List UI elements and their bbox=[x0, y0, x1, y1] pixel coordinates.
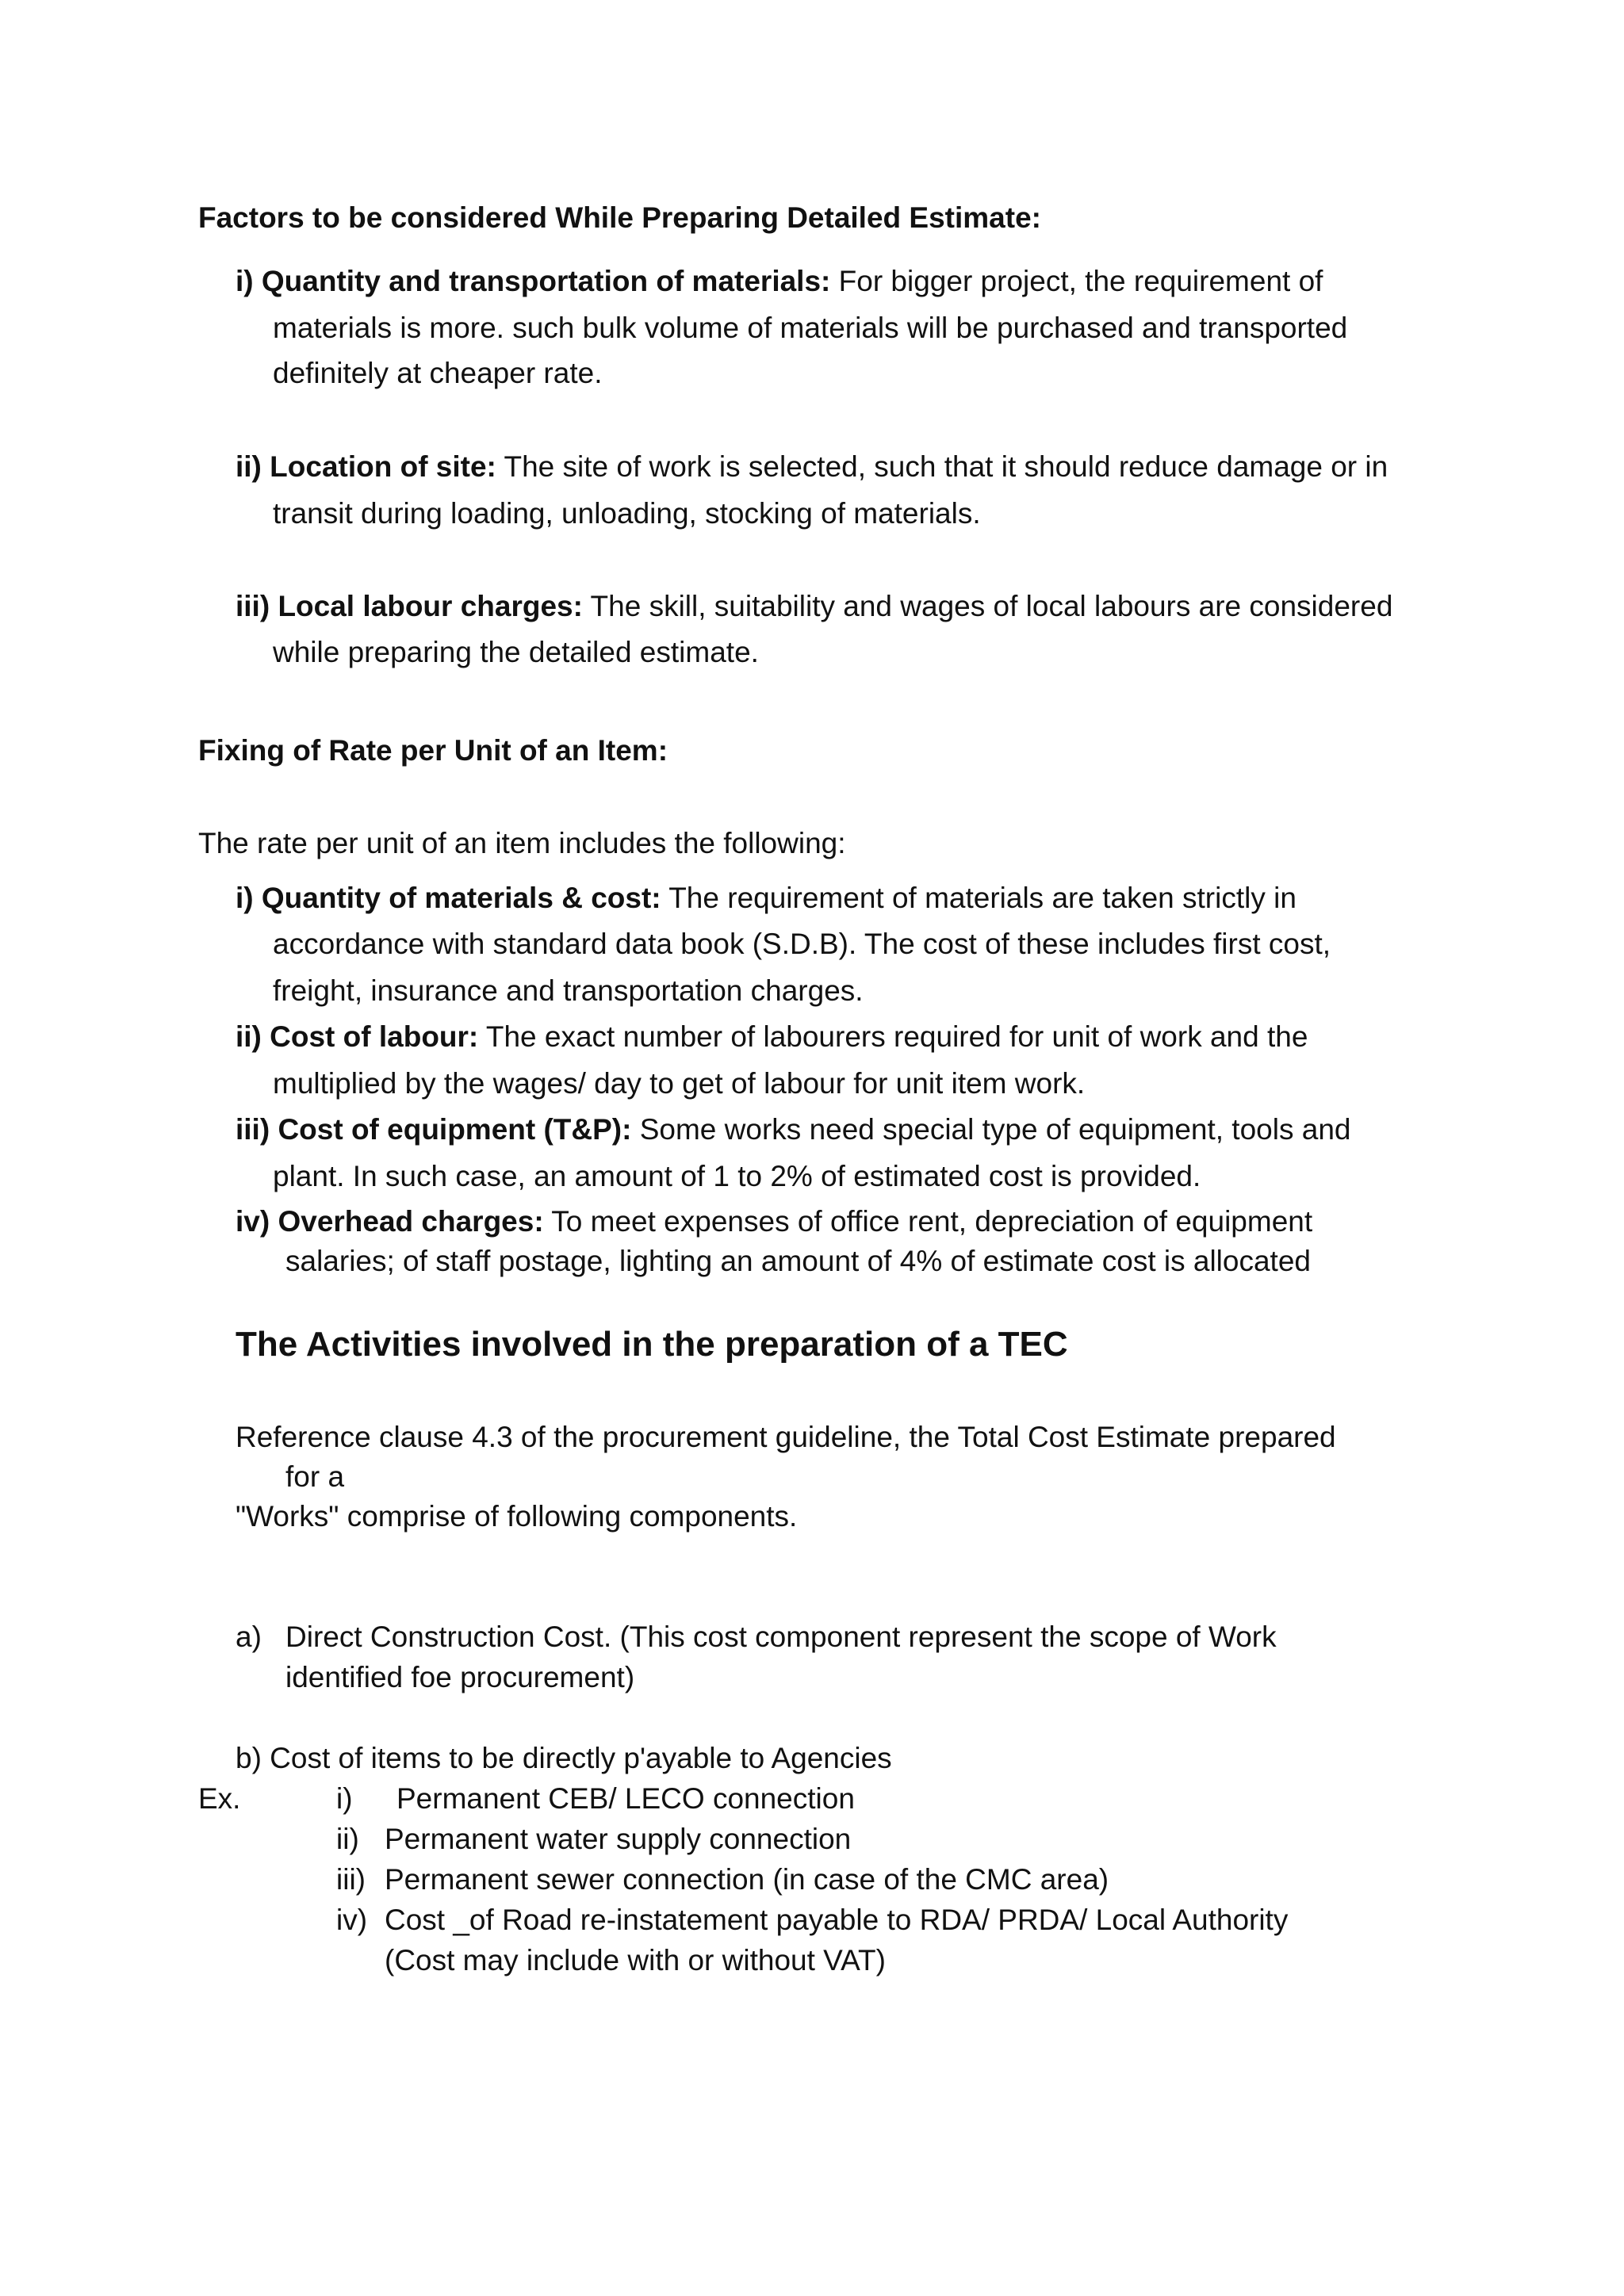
factor-item-1-line1 bbox=[236, 263, 1323, 300]
factor-item-2-label: ii) Location of site: bbox=[236, 450, 496, 483]
factor-item-3-label: iii) Local labour charges: bbox=[236, 590, 583, 622]
section-heading-tec: The Activities involved in the preparation of a TEC bbox=[236, 1325, 1068, 1364]
component-a-marker: a) bbox=[236, 1621, 262, 1653]
rate-item-2-line1 bbox=[236, 1019, 1308, 1055]
factor-item-2-line1 bbox=[236, 449, 1388, 485]
rate-item-2-label: ii) Cost of labour: bbox=[236, 1020, 479, 1053]
component-a-line1: Direct Construction Cost. (This cost component represent the scope of Work bbox=[285, 1621, 1277, 1653]
rate-item-4-line2: salaries; of staff postage, lighting an amount of 4% of estimate cost is allocated bbox=[285, 1245, 1311, 1277]
rate-item-3-label: iii) Cost of equipment (T&P): bbox=[236, 1113, 632, 1146]
rate-item-3-line1 bbox=[236, 1112, 1350, 1148]
section-heading-factors: Factors to be considered While Preparing Detailed Estimate: bbox=[198, 201, 1041, 234]
rate-item-4-line1 bbox=[236, 1203, 1312, 1240]
rate-intro: The rate per unit of an item includes the following: bbox=[198, 827, 846, 859]
section-heading-fixing-rate: Fixing of Rate per Unit of an Item: bbox=[198, 734, 668, 767]
factor-item-1-line2: materials is more. such bulk volume of materials will be purchased and transported bbox=[273, 312, 1348, 344]
factor-item-1-line3: definitely at cheaper rate. bbox=[273, 357, 603, 389]
sub-item-1-text: Permanent CEB/ LECO connection bbox=[396, 1782, 855, 1815]
rate-item-2-line2: multiplied by the wages/ day to get of labour for unit item work. bbox=[273, 1067, 1086, 1100]
factor-item-3-line2: while preparing the detailed estimate. bbox=[273, 636, 759, 668]
sub-item-2-num: ii) bbox=[336, 1823, 359, 1855]
reference-line2: for a bbox=[285, 1460, 345, 1493]
rate-item-3-text: Some works need special type of equipment, tools and bbox=[631, 1113, 1351, 1146]
reference-line1: Reference clause 4.3 of the procurement guideline, the Total Cost Estimate prepared bbox=[236, 1421, 1336, 1453]
factor-item-2-text: The site of work is selected, such that it should reduce damage or in bbox=[496, 450, 1388, 483]
factor-item-1-text: For bigger project, the requirement of bbox=[830, 265, 1323, 297]
factor-item-3-text: The skill, suitability and wages of local labours are considered bbox=[582, 590, 1393, 622]
sub-item-4-num: iv) bbox=[336, 1904, 368, 1936]
reference-line3: "Works" comprise of following components. bbox=[236, 1500, 798, 1533]
rate-item-1-line3: freight, insurance and transportation charges. bbox=[273, 974, 864, 1007]
sub-item-4-line2: (Cost may include with or without VAT) bbox=[385, 1944, 886, 1976]
rate-item-3-line2: plant. In such case, an amount of 1 to 2% of estimated cost is provided. bbox=[273, 1160, 1201, 1192]
sub-item-1-num: i) bbox=[336, 1782, 353, 1815]
sub-item-2-text: Permanent water supply connection bbox=[385, 1823, 852, 1855]
factor-item-2-line2: transit during loading, unloading, stocking of materials. bbox=[273, 497, 981, 530]
rate-item-4-text: To meet expenses of office rent, depreciation of equipment bbox=[543, 1205, 1313, 1238]
component-a-line2: identified foe procurement) bbox=[285, 1661, 635, 1693]
sub-item-3-num: iii) bbox=[336, 1863, 366, 1896]
sub-item-4-text: Cost _of Road re-instatement payable to RDA/ PRDA/ Local Authority bbox=[385, 1904, 1289, 1936]
rate-item-4-label: iv) Overhead charges: bbox=[236, 1205, 544, 1238]
factor-item-3-line1 bbox=[236, 588, 1392, 625]
rate-item-1-line1 bbox=[236, 880, 1297, 916]
sub-item-3-text: Permanent sewer connection (in case of the CMC area) bbox=[385, 1863, 1109, 1896]
rate-item-1-text: The requirement of materials are taken strictly in bbox=[661, 882, 1297, 914]
example-label: Ex. bbox=[198, 1782, 241, 1815]
factor-item-1-label: i) Quantity and transportation of materials: bbox=[236, 265, 831, 297]
rate-item-2-text: The exact number of labourers required for unit of work and the bbox=[478, 1020, 1308, 1053]
rate-item-1-label: i) Quantity of materials & cost: bbox=[236, 882, 661, 914]
rate-item-1-line2: accordance with standard data book (S.D.B). The cost of these includes first cost, bbox=[273, 928, 1331, 960]
component-b-line: b) Cost of items to be directly p'ayable to Agencies bbox=[236, 1742, 892, 1774]
